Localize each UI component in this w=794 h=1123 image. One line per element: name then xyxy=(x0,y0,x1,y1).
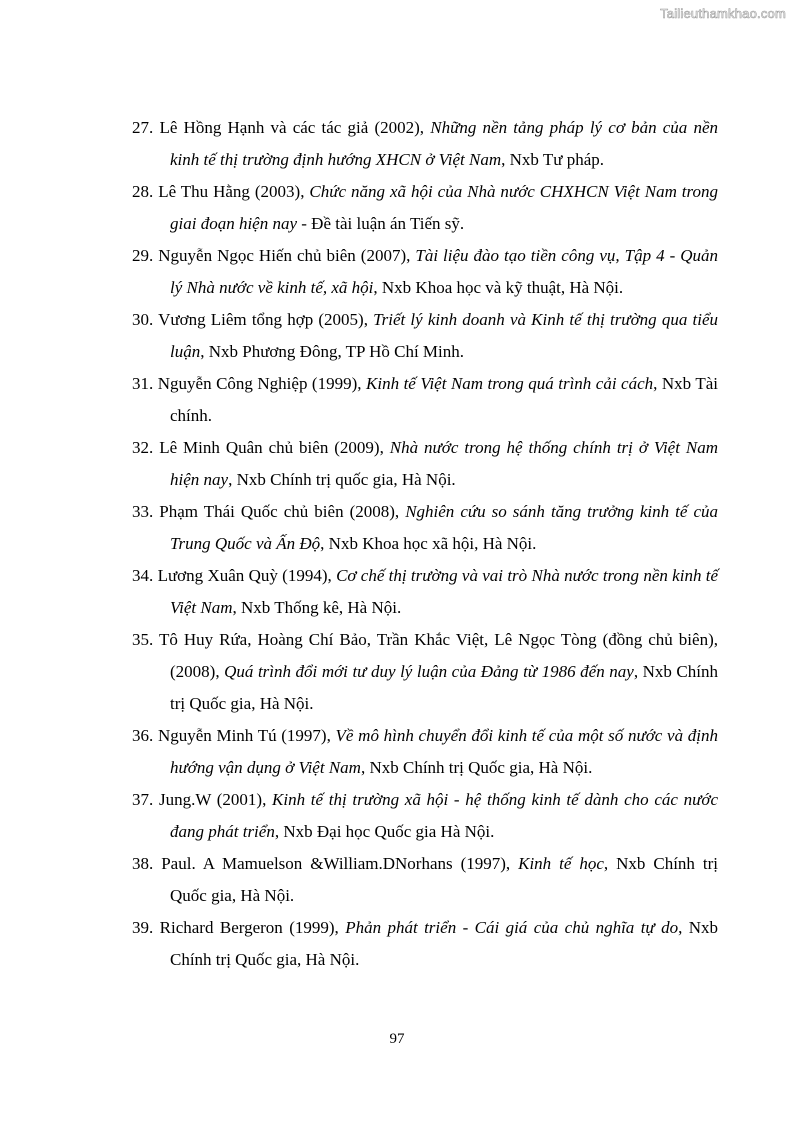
reference-title: Triết lý kinh doanh và Kinh tế thị trường qua tiểu luận xyxy=(170,310,718,361)
reference-item xyxy=(132,112,718,176)
reference-number: 31. xyxy=(132,374,154,393)
reference-publisher: , Nxb Chính trị Quốc gia, Hà Nội. xyxy=(170,662,718,713)
reference-publisher: - Đề tài luận án Tiến sỹ. xyxy=(297,214,465,233)
reference-item xyxy=(132,432,718,496)
reference-publisher: , Nxb Tài chính. xyxy=(170,374,719,425)
reference-item xyxy=(132,784,718,848)
reference-title: Kinh tế học xyxy=(518,854,604,873)
reference-publisher: , Nxb Chính trị Quốc gia, Hà Nội. xyxy=(170,854,718,905)
reference-number: 32. xyxy=(132,438,154,457)
reference-title: Về mô hình chuyển đổi kinh tế của một số nước và định hướng vận dụng ở Việt Nam xyxy=(170,726,719,777)
reference-item xyxy=(132,848,718,912)
reference-title: Phản phát triển - Cái giá của chủ nghĩa tự do xyxy=(345,918,679,937)
reference-title: Chức năng xã hội của Nhà nước CHXHCN Việt Nam trong giai đoạn hiện nay xyxy=(170,182,719,233)
reference-item xyxy=(132,560,718,624)
reference-list xyxy=(132,112,718,976)
reference-authors: Jung.W (2001), xyxy=(158,790,267,809)
reference-authors: Nguyễn Ngọc Hiến chủ biên (2007), xyxy=(158,246,411,265)
reference-publisher: , Nxb Chính trị Quốc gia, Hà Nội. xyxy=(360,758,593,777)
reference-title: Kinh tế thị trường xã hội - hệ thống kinh tế dành cho các nước đang phát triển xyxy=(170,790,718,841)
reference-authors: Vương Liêm tổng hợp (2005), xyxy=(158,310,368,329)
reference-authors: Richard Bergeron (1999), xyxy=(159,918,339,937)
reference-publisher: , Nxb Phương Đông, TP Hồ Chí Minh. xyxy=(200,342,465,361)
reference-publisher: , Nxb Chính trị Quốc gia, Hà Nội. xyxy=(170,918,719,969)
reference-title: Kinh tế Việt Nam trong quá trình cải cách xyxy=(366,374,654,393)
reference-authors: Tô Huy Rứa, Hoàng Chí Bảo, Trần Khắc Việt, Lê Ngọc Tòng (đồng chủ biên), (2008), xyxy=(158,630,718,681)
reference-item xyxy=(132,496,718,560)
reference-number: 36. xyxy=(132,726,154,745)
reference-item xyxy=(132,304,718,368)
reference-title: Nghiên cứu so sánh tăng trưởng kinh tế của Trung Quốc và Ấn Độ xyxy=(170,502,719,553)
reference-title: Cơ chế thị trường và vai trò Nhà nước trong nền kinh tế Việt Nam xyxy=(170,566,719,617)
reference-publisher: , Nxb Khoa học xã hội, Hà Nội. xyxy=(320,534,537,553)
reference-title: Những nền tảng pháp lý cơ bản của nền kinh tế thị trường định hướng XHCN ở Việt Nam xyxy=(170,118,719,169)
reference-publisher: , Nxb Đại học Quốc gia Hà Nội. xyxy=(274,822,495,841)
reference-publisher: , Nxb Khoa học và kỹ thuật, Hà Nội. xyxy=(373,278,624,297)
reference-number: 37. xyxy=(132,790,154,809)
reference-number: 29. xyxy=(132,246,154,265)
reference-item xyxy=(132,624,718,720)
reference-publisher: , Nxb Tư pháp. xyxy=(501,150,605,169)
reference-publisher: , Nxb Chính trị quốc gia, Hà Nội. xyxy=(228,470,456,489)
reference-number: 30. xyxy=(132,310,154,329)
reference-publisher: , Nxb Thống kê, Hà Nội. xyxy=(232,598,402,617)
reference-title: Tài liệu đào tạo tiền công vụ, Tập 4 - Quản lý Nhà nước về kinh tế, xã hội xyxy=(170,246,719,297)
reference-authors: Lê Hồng Hạnh và các tác giả (2002), xyxy=(159,118,425,137)
reference-item xyxy=(132,368,718,432)
reference-authors: Lê Thu Hằng (2003), xyxy=(158,182,305,201)
watermark-text: Tailieuthamkhao.com xyxy=(660,6,786,21)
reference-number: 39. xyxy=(132,918,154,937)
page-number: 97 xyxy=(389,1031,405,1047)
reference-number: 28. xyxy=(132,182,154,201)
reference-authors: Nguyễn Công Nghiệp (1999), xyxy=(157,374,362,393)
reference-authors: Lê Minh Quân chủ biên (2009), xyxy=(159,438,384,457)
reference-number: 35. xyxy=(132,630,154,649)
reference-item xyxy=(132,720,718,784)
reference-number: 34. xyxy=(132,566,154,585)
reference-authors: Lương Xuân Quỳ (1994), xyxy=(157,566,332,585)
reference-title: Quá trình đổi mới tư duy lý luận của Đảng từ 1986 đến nay xyxy=(224,662,634,681)
reference-item xyxy=(132,176,718,240)
reference-authors: Phạm Thái Quốc chủ biên (2008), xyxy=(159,502,400,521)
reference-title: Nhà nước trong hệ thống chính trị ở Việt Nam hiện nay xyxy=(170,438,718,489)
reference-number: 27. xyxy=(132,118,154,137)
reference-item xyxy=(132,912,718,976)
reference-item xyxy=(132,240,718,304)
reference-number: 33. xyxy=(132,502,154,521)
reference-authors: Paul. A Mamuelson &William.DNorhans (1997), xyxy=(161,854,511,873)
reference-number: 38. xyxy=(132,854,154,873)
reference-authors: Nguyễn Minh Tú (1997), xyxy=(157,726,331,745)
